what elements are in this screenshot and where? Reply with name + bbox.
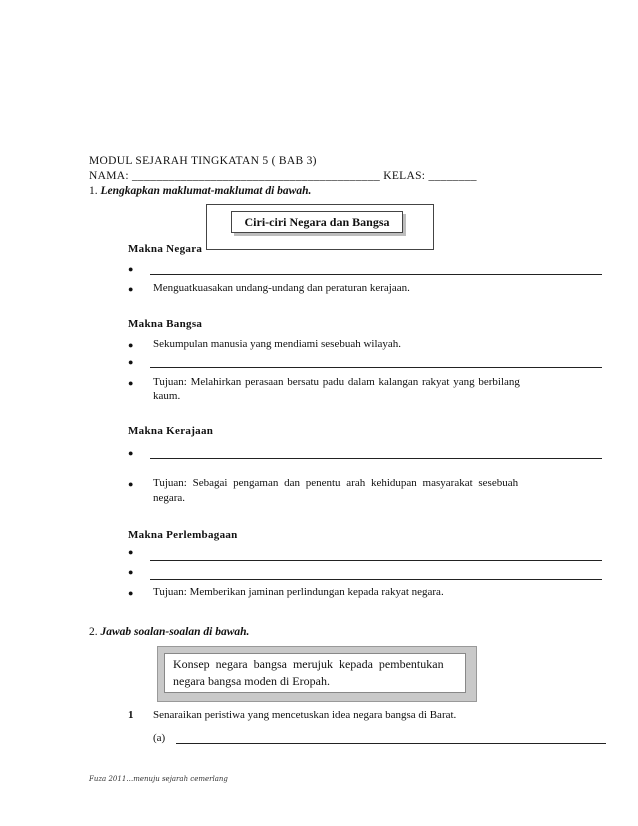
bullet-icon: ●: [128, 588, 134, 598]
concept-box-inner: [164, 653, 466, 693]
list-item: Tujuan: Memberikan jaminan perlindungan kepada rakyat negara.: [153, 586, 444, 598]
section-heading-perlembagaan: Makna Perlembagaan: [128, 529, 238, 541]
bullet-icon: ●: [128, 378, 134, 388]
list-item: Tujuan: Sebagai pengaman dan penentu arah kehidupan masyarakat sesebuah: [153, 477, 519, 489]
module-title: MODUL SEJARAH TINGKATAN 5 ( BAB 3): [89, 155, 317, 167]
bullet-icon: ●: [128, 357, 134, 367]
answer-line[interactable]: [150, 579, 602, 580]
concept-text-line-2: negara bangsa moden di Eropah.: [173, 674, 330, 688]
answer-line[interactable]: [150, 560, 602, 561]
bullet-icon: ●: [128, 264, 134, 274]
question-1-instruction: Lengkapkan maklumat-maklumat di bawah.: [100, 185, 312, 197]
list-item: Menguatkuasakan undang-undang dan peraturan kerajaan.: [153, 282, 410, 294]
topic-box-title: Ciri-ciri Negara dan Bangsa: [244, 215, 390, 229]
section-heading-kerajaan: Makna Kerajaan: [128, 425, 214, 437]
part-a-label: (a): [153, 732, 166, 744]
name-class-line: NAMA: _________________________________________ KELAS: ________: [89, 170, 477, 182]
bullet-icon: ●: [128, 448, 134, 458]
footer-text: Fuza 2011…menuju sejarah cemerlang: [89, 775, 228, 783]
list-item-continuation: kaum.: [153, 390, 181, 402]
concept-text-line-1: Konsep negara bangsa merujuk kepada pembentukan: [173, 657, 444, 671]
bullet-icon: ●: [128, 547, 134, 557]
concept-box: [157, 646, 477, 702]
sub-question-text: Senaraikan peristiwa yang mencetuskan idea negara bangsa di Barat.: [153, 709, 457, 721]
answer-line[interactable]: [150, 274, 602, 275]
list-item-continuation: negara.: [153, 492, 186, 504]
list-item: Sekumpulan manusia yang mendiami sesebuah wilayah.: [153, 338, 402, 350]
sub-question-number: 1: [128, 709, 134, 721]
topic-box-inner: [231, 211, 403, 233]
answer-line[interactable]: [176, 743, 606, 744]
question-1-number: 1.: [89, 185, 98, 197]
question-2: [89, 626, 249, 638]
bullet-icon: ●: [128, 567, 134, 577]
topic-box: [206, 204, 434, 250]
answer-line[interactable]: [150, 458, 602, 459]
bullet-icon: ●: [128, 479, 134, 489]
question-2-instruction: Jawab soalan-soalan di bawah.: [100, 626, 250, 638]
question-2-number: 2.: [89, 626, 98, 638]
answer-line[interactable]: [150, 367, 602, 368]
bullet-icon: ●: [128, 340, 134, 350]
question-1: [89, 185, 311, 197]
section-heading-negara: Makna Negara: [128, 243, 203, 255]
list-item: Tujuan: Melahirkan perasaan bersatu padu dalam kalangan rakyat yang berbilang: [153, 376, 520, 388]
section-heading-bangsa: Makna Bangsa: [128, 318, 203, 330]
bullet-icon: ●: [128, 284, 134, 294]
